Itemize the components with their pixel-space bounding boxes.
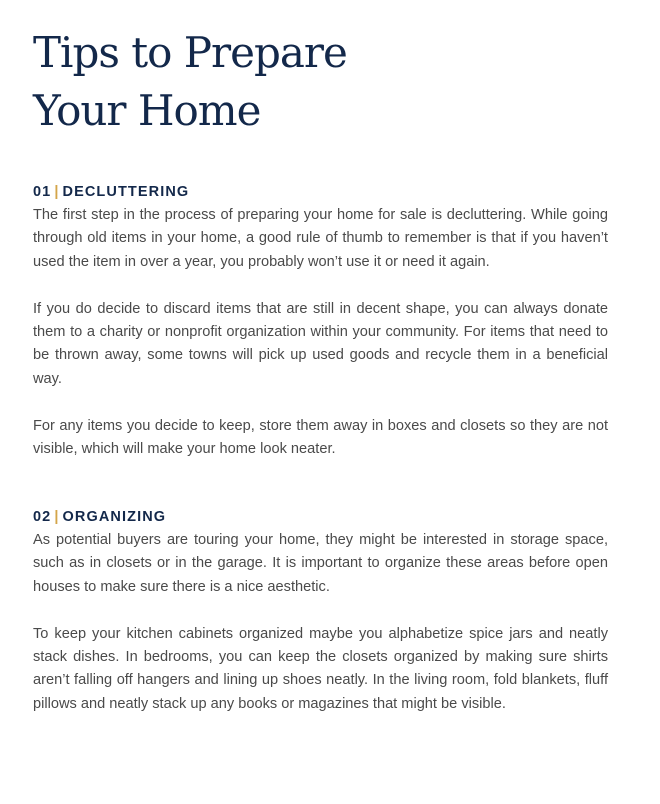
paragraph: If you do decide to discard items that are still in decent shape, you can always donate them to a charity or nonprofit organization within your community. For items that need to be thrown away, some towns will pick up used goods and recycle them in a beneficial way.: [33, 300, 608, 387]
page-title-line-1: Tips to Prepare: [33, 28, 347, 77]
section-separator: |: [54, 509, 60, 525]
paragraph: As potential buyers are touring your home, they might be interested in storage space, such as in closets or in the garage. It is important to organize these areas before open houses to make sure there is a nice aesthetic.: [33, 532, 608, 595]
section-heading: [33, 507, 608, 527]
paragraph: The first step in the process of preparing your home for sale is decluttering. While going through old items in your home, a good rule of thumb to remember is that if you haven’t used the item in over a year, you probably won’t use it or need it again.: [33, 207, 608, 270]
paragraph: To keep your kitchen cabinets organized maybe you alphabetize spice jars and neatly stack dishes. In bedrooms, you can keep the closets organized by making sure shirts aren’t falling off hangers and lining up shoes neatly. In the living room, fold blankets, fluff pillows and neatly stack up any books or magazines that might be visible.: [33, 625, 608, 712]
document-page: [33, 0, 613, 712]
section-number: 02: [33, 509, 52, 525]
section-title: ORGANIZING: [62, 509, 167, 525]
page-title-line-2: Your Home: [33, 86, 261, 135]
section-title: DECLUTTERING: [62, 184, 190, 200]
section-separator: |: [54, 184, 60, 200]
section-heading: [33, 182, 608, 202]
section-organizing: [33, 507, 608, 716]
paragraph: For any items you decide to keep, store them away in boxes and closets so they are not visible, which will make your home look neater.: [33, 417, 608, 458]
section-decluttering: [33, 182, 608, 461]
page-title: [33, 0, 613, 140]
section-number: 01: [33, 184, 52, 200]
